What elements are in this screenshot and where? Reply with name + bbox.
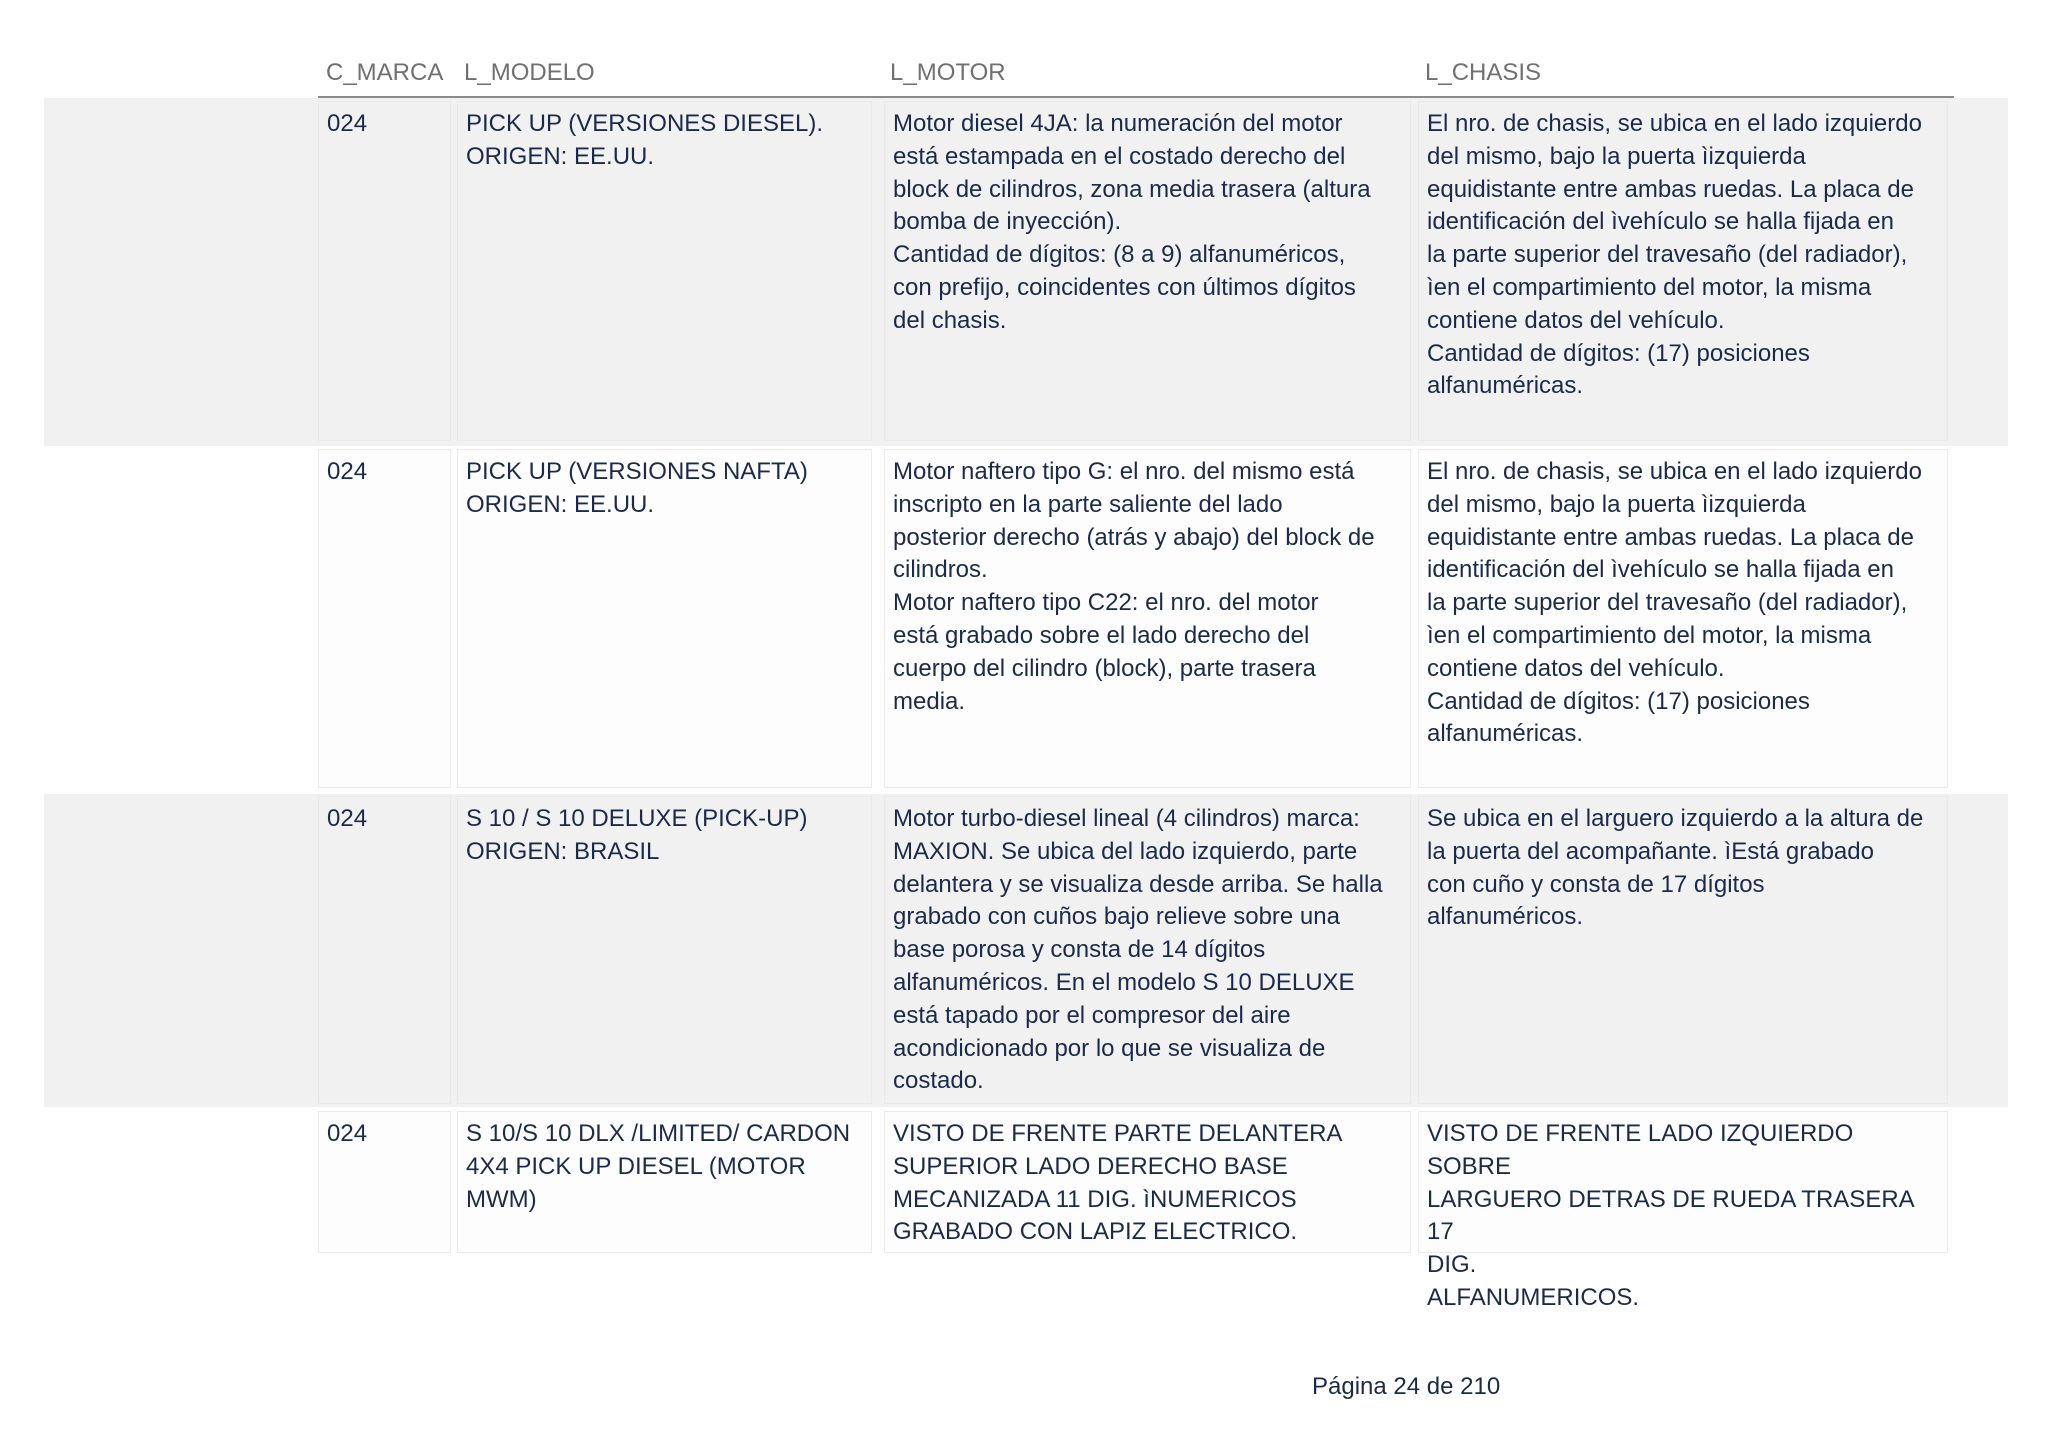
table-row [318, 449, 1954, 788]
chasis-value: VISTO DE FRENTE LADO IZQUIERDO SOBRE LARGUERO DETRAS DE RUEDA TRASERA 17 DIG. ALFANUMERICOS. [1427, 1120, 1914, 1311]
cell-chasis [1418, 449, 1948, 788]
cell-modelo [457, 101, 872, 441]
table-row [318, 101, 1954, 441]
modelo-value: PICK UP (VERSIONES DIESEL). ORIGEN: EE.UU. [466, 110, 823, 170]
cell-motor [884, 796, 1411, 1104]
chasis-value: El nro. de chasis, se ubica en el lado izquierdo del mismo, bajo la puerta ìizquierda equidistante entre ambas ruedas. La placa de identificación del ìvehículo se halla fijada en la parte superior del travesaño (del radiador), ìen el compartimiento del motor, la misma contiene datos del vehículo. Cantidad de dígitos: (17) posiciones alfanuméricas. [1427, 458, 1922, 748]
chasis-value: El nro. de chasis, se ubica en el lado izquierdo del mismo, bajo la puerta ìizquierda equidistante entre ambas ruedas. La placa de identificación del ìvehículo se halla fijada en la parte superior del travesaño (del radiador), ìen el compartimiento del motor, la misma contiene datos del vehículo. Cantidad de dígitos: (17) posiciones alfanuméricas. [1427, 110, 1922, 400]
motor-value: Motor naftero tipo G: el nro. del mismo está inscripto en la parte saliente del lado posterior derecho (atrás y abajo) del block de cilindros. Motor naftero tipo C22: el nro. del motor está grabado sobre el lado derecho del cuerpo del cilindro (block), parte trasera media. [893, 458, 1375, 715]
cell-chasis [1418, 101, 1948, 441]
marca-value: 024 [327, 805, 368, 832]
table-header [318, 56, 1954, 98]
cell-chasis [1418, 1111, 1948, 1311]
cell-marca [318, 1111, 451, 1253]
cell-modelo [457, 1111, 872, 1253]
motor-value: VISTO DE FRENTE PARTE DELANTERA SUPERIOR LADO DERECHO BASE MECANIZADA 11 DIG. ìNUMERICOS GRABADO CON LAPIZ ELECTRICO. [893, 1120, 1343, 1246]
cell-marca [318, 101, 451, 441]
modelo-value: PICK UP (VERSIONES NAFTA) ORIGEN: EE.UU. [466, 458, 808, 518]
cell-marca [318, 449, 451, 788]
page-number: Página 24 de 210 [1312, 1373, 1501, 1400]
cell-motor [884, 101, 1411, 441]
cell-marca [318, 796, 451, 1104]
marca-value: 024 [327, 110, 368, 137]
table-row [318, 1111, 1954, 1311]
modelo-value: S 10/S 10 DLX /LIMITED/ CARDON 4X4 PICK UP DIESEL (MOTOR MWM) [466, 1120, 851, 1213]
header-l-chasis: L_CHASIS [1425, 59, 1542, 86]
motor-value: Motor diesel 4JA: la numeración del motor está estampada en el costado derecho del block de cilindros, zona media trasera (altura bomba de inyección). Cantidad de dígitos: (8 a 9) alfanuméricos, con prefijo, coincidentes con últimos dígitos del chasis. [893, 110, 1371, 334]
cell-motor [884, 449, 1411, 788]
cell-modelo [457, 796, 872, 1104]
cell-modelo [457, 449, 872, 788]
motor-value: Motor turbo-diesel lineal (4 cilindros) marca: MAXION. Se ubica del lado izquierdo, parte delantera y se visualiza desde arriba. Se halla grabado con cuños bajo relieve sobre una base porosa y consta de 14 dígitos alfanuméricos. En el modelo S 10 DELUXE está tapado por el compresor del aire acondicionado por lo que se visualiza de costado. [893, 805, 1383, 1095]
header-l-motor: L_MOTOR [890, 59, 1006, 86]
marca-value: 024 [327, 458, 368, 485]
modelo-value: S 10 / S 10 DELUXE (PICK-UP) ORIGEN: BRASIL [466, 805, 808, 865]
cell-motor [884, 1111, 1411, 1253]
header-c-marca: C_MARCA [326, 59, 444, 86]
chasis-value: Se ubica en el larguero izquierdo a la altura de la puerta del acompañante. ìEstá grabado con cuño y consta de 17 dígitos alfanuméricos. [1427, 805, 1924, 931]
table-row [318, 796, 1954, 1104]
header-l-modelo: L_MODELO [464, 59, 595, 86]
cell-chasis [1418, 796, 1948, 1104]
marca-value: 024 [327, 1120, 368, 1147]
